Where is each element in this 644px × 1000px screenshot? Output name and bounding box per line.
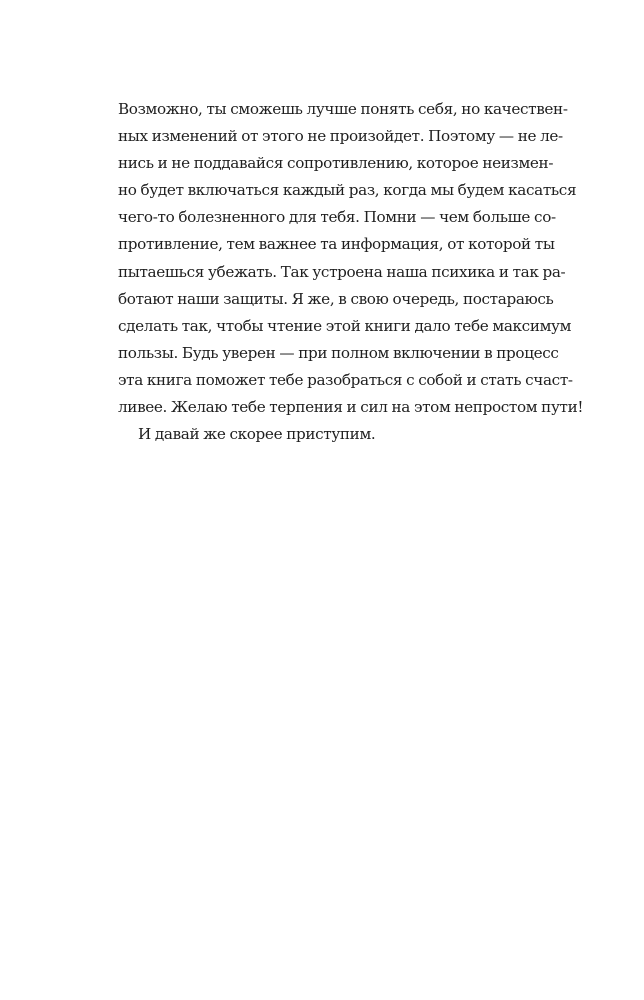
closing-line: И давай же скорее приступим. <box>138 425 376 444</box>
text-line: чего-то болезненного для тебя. Помни — чем больше со- <box>118 208 556 227</box>
text-line: нись и не поддавайся сопротивлению, которое неизмен- <box>118 154 554 173</box>
text-line: эта книга поможет тебе разобраться с собой и стать счаст- <box>118 370 573 389</box>
text-line: ливее. Желаю тебе терпения и сил на этом непростом пути! <box>118 398 584 417</box>
text-line: ботают наши защиты. Я же, в свою очередь, постараюсь <box>118 289 554 308</box>
text-line: но будет включаться каждый раз, когда мы будем касаться <box>118 181 577 200</box>
text-line: ных изменений от этого не произойдет. Поэтому — не ле- <box>118 127 563 146</box>
text-line: противление, тем важнее та информация, от которой ты <box>118 235 555 254</box>
text-line: пользы. Будь уверен — при полном включении в процесс <box>118 343 559 362</box>
body-text <box>118 96 584 448</box>
text-line: пытаешься убежать. Так устроена наша психика и так ра- <box>118 262 566 281</box>
text-line: сделать так, чтобы чтение этой книги дало тебе максимум <box>118 316 572 335</box>
text-line: Возможно, ты сможешь лучше понять себя, но качествен- <box>118 100 568 118</box>
